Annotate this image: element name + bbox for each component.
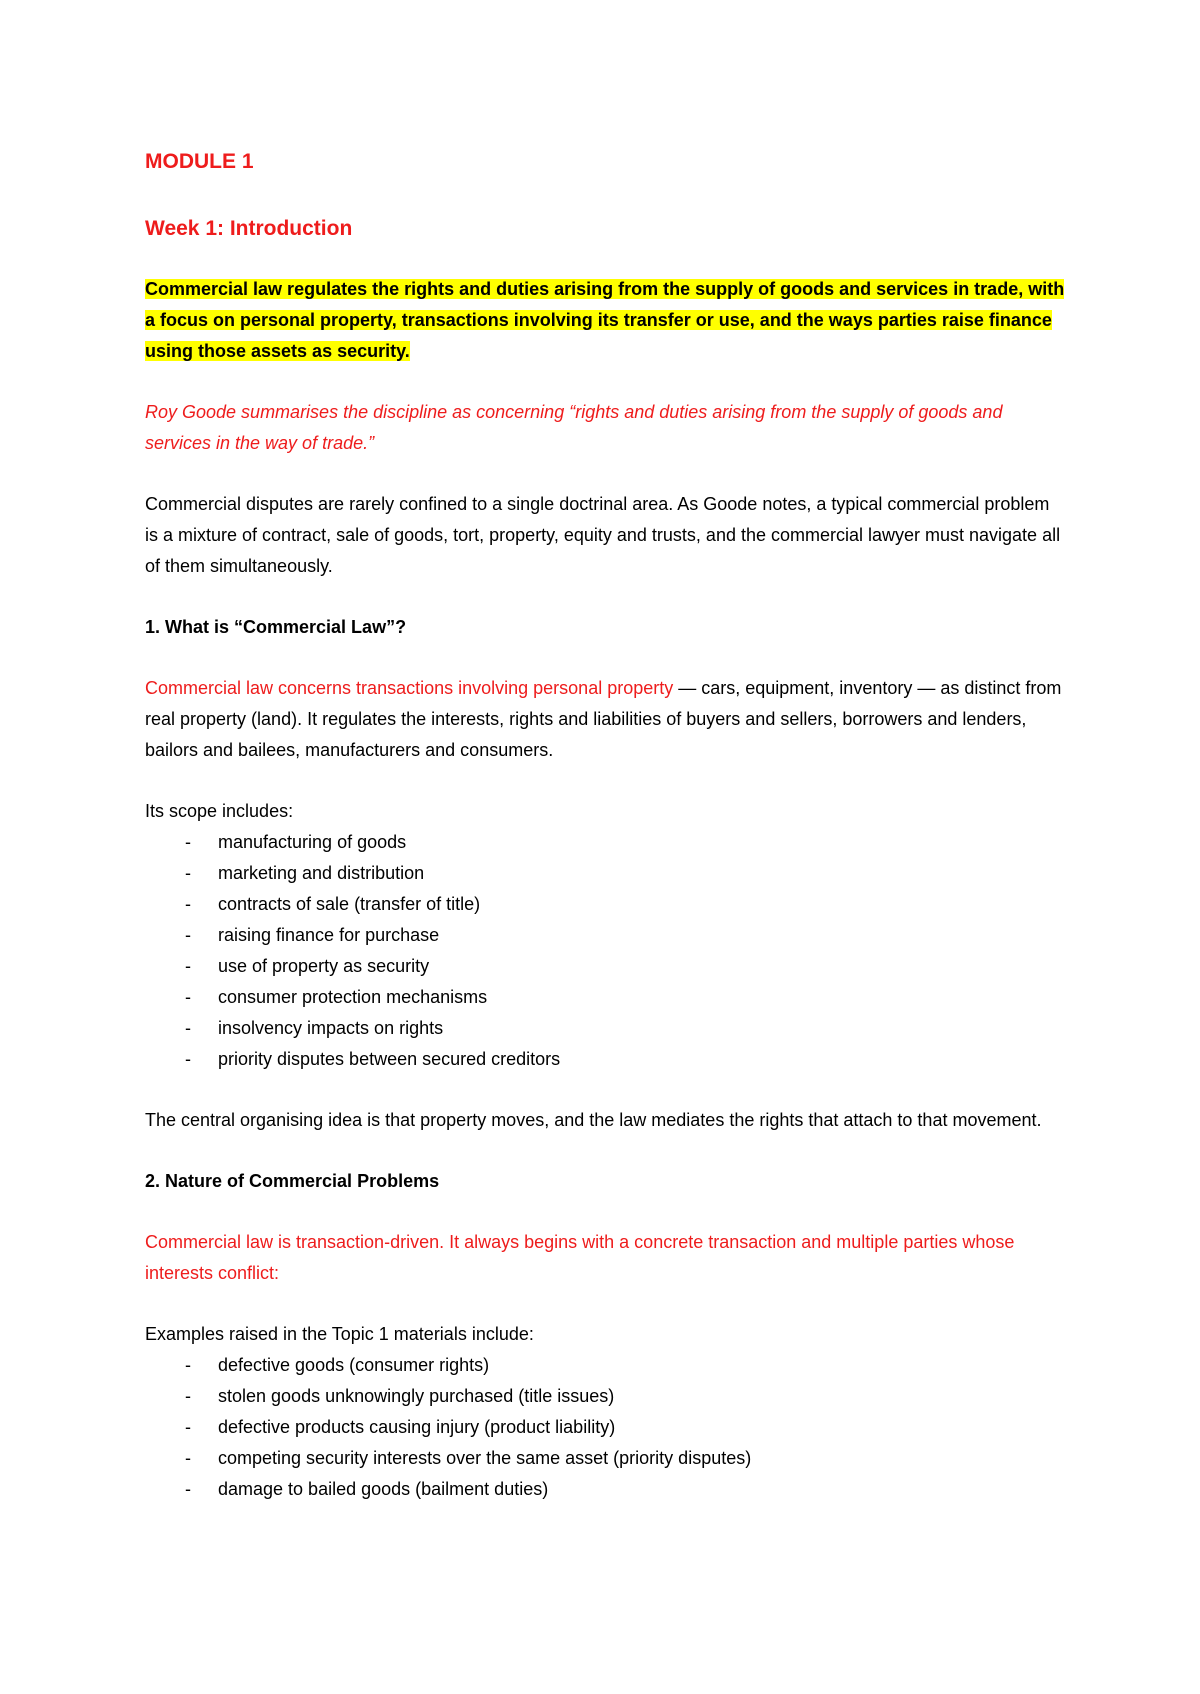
dash-bullet: - [185,832,191,852]
dash-bullet: - [185,1386,191,1406]
scope-list [145,827,1065,1075]
list-item-text: use of property as security [218,956,430,976]
dash-bullet: - [185,894,191,914]
list-item [145,889,1065,920]
list-item [145,1474,1065,1505]
dash-bullet: - [185,1355,191,1375]
list-item [145,1013,1065,1044]
list-item [145,951,1065,982]
module-title: MODULE 1 [145,150,254,173]
list-item [145,1443,1065,1474]
dash-bullet: - [185,956,191,976]
goode-quote: Roy Goode summarises the discipline as concerning “rights and duties arising from the supply of goods and services in the way of trade.” [145,402,1003,453]
section-1-red-text: Commercial law concerns transactions involving personal property [145,678,674,698]
list-item-text: priority disputes between secured creditors [218,1049,561,1069]
dash-bullet: - [185,987,191,1007]
week-title: Week 1: Introduction [145,217,353,240]
dash-bullet: - [185,1049,191,1069]
list-item-text: damage to bailed goods (bailment duties) [218,1479,549,1499]
list-item-text: contracts of sale (transfer of title) [218,894,481,914]
examples-list [145,1350,1065,1505]
list-item [145,1044,1065,1075]
list-item-text: defective products causing injury (product liability) [218,1417,616,1437]
dash-bullet: - [185,863,191,883]
list-item [145,1381,1065,1412]
dash-bullet: - [185,1479,191,1499]
list-item [145,1350,1065,1381]
list-item [145,982,1065,1013]
section-1-rest-text: — cars, equipment, inventory — as distinct from real property (land). It regulates the interests, rights and liabilities of buyers and sellers, borrowers and lenders, bailors and bailees, manufacturers and consumers. [145,678,1062,760]
section-1-paragraph [145,673,1065,766]
list-item [145,858,1065,889]
section-1-heading: 1. What is “Commercial Law”? [145,617,407,637]
list-item [145,827,1065,858]
list-item [145,1412,1065,1443]
dash-bullet: - [185,1018,191,1038]
dash-bullet: - [185,1417,191,1437]
document-body [145,146,1065,1535]
section-1-closing: The central organising idea is that property moves, and the law mediates the rights that attach to that movement. [145,1110,1042,1130]
list-item-text: marketing and distribution [218,863,425,883]
section-2-heading: 2. Nature of Commercial Problems [145,1171,440,1191]
list-item-text: defective goods (consumer rights) [218,1355,490,1375]
examples-intro: Examples raised in the Topic 1 materials include: [145,1324,534,1344]
disputes-paragraph: Commercial disputes are rarely confined to a single doctrinal area. As Goode notes, a typical commercial problem is a mixture of contract, sale of goods, tort, property, equity and trusts, and the commercial lawyer must navigate all of them simultaneously. [145,494,1061,576]
list-item-text: stolen goods unknowingly purchased (title issues) [218,1386,615,1406]
list-item [145,920,1065,951]
list-item-text: manufacturing of goods [218,832,407,852]
highlighted-summary-text: Commercial law regulates the rights and duties arising from the supply of goods and services in trade, with a focus on personal property, transactions involving its transfer or use, and the ways parties raise finance using those assets as security. [145,279,1065,361]
dash-bullet: - [185,1448,191,1468]
dash-bullet: - [185,925,191,945]
list-item-text: insolvency impacts on rights [218,1018,444,1038]
highlighted-summary [145,274,1065,367]
list-item-text: consumer protection mechanisms [218,987,488,1007]
list-item-text: raising finance for purchase [218,925,440,945]
list-item-text: competing security interests over the same asset (priority disputes) [218,1448,752,1468]
scope-intro: Its scope includes: [145,801,294,821]
section-2-paragraph: Commercial law is transaction-driven. It always begins with a concrete transaction and multiple parties whose interests conflict: [145,1232,1015,1283]
